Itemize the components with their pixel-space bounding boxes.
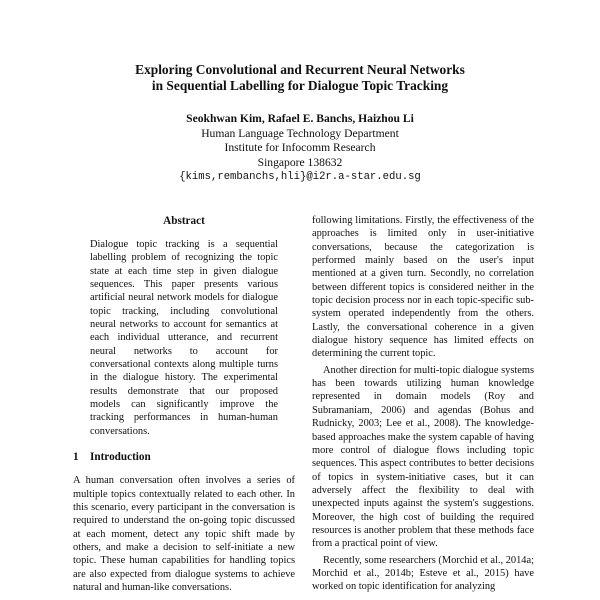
section-number: 1 bbox=[73, 451, 79, 464]
body-paragraph-limitations: following limitations. Firstly, the effectiveness of the approaches is limited only in user-initiative conversations, because the categorization is performed mainly based on the user's input mentioned at a given turn. Secondly, no correlation between different topics is considered neither in the topic decision process nor in each topic-specific sub-system operated independently from the others. Lastly, the conversational coherence in a given dialogue history sequence has limited effects on determining the current topic. bbox=[312, 215, 534, 360]
author-email: {kims,rembanchs,hli}@i2r.a-star.edu.sg bbox=[179, 171, 421, 183]
paper-title bbox=[0, 62, 600, 94]
introduction-paragraph-1: A human conversation often involves a series of multiple topics contextually related to each other. In this scenario, every participant in the conversation is required to understand the on-going topic discussed at each moment, detect any topic shift made by others, and make a decision to self-initiate a new topic. These human capabilities for handling topics are also expected from dialogue systems to achieve natural and human-like conversations. bbox=[73, 475, 295, 593]
title-line-1: Exploring Convolutional and Recurrent Neural Networks bbox=[135, 62, 465, 77]
affiliation-department: Human Language Technology Department bbox=[201, 126, 399, 140]
section-title: Introduction bbox=[90, 451, 151, 464]
title-line-2: in Sequential Labelling for Dialogue Topic Tracking bbox=[151, 78, 449, 93]
affiliation-location: Singapore 138632 bbox=[257, 155, 343, 169]
abstract-heading: Abstract bbox=[163, 215, 205, 227]
body-paragraph-knowledge-based: Another direction for multi-topic dialogue systems has been towards utilizing human knowledge represented in domain models (Roy and Subramaniam, 2006) and agendas (Bohus and Rudnicky, 2003; Lee et al., 2008). The knowledge-based approaches make the system capable of having more control of dialogue flows including topic sequences. This aspect contributes to better decisions of topics in system-initiative cases, but it can adversely affect the flexibility to deal with unexpected inputs against the system's suggestions. Moreover, the high cost of building the required resources is another problem that these methods face from a practical point of view. bbox=[312, 364, 534, 550]
section-heading-introduction bbox=[73, 450, 295, 464]
right-column bbox=[312, 214, 534, 594]
abstract-text: Dialogue topic tracking is a sequential labelling problem of recognizing the topic state at each time step in given dialogue sequences. This paper presents various artificial neural network models for dialogue topic tracking, including convolutional neural networks to account for semantics at each individual utterance, and recurrent neural networks to account for conversational contexts along multiple turns in the dialogue history. The experimental results demonstrate that our proposed models can significantly improve the tracking performances in human-human conversations. bbox=[90, 239, 278, 437]
affiliation-institute: Institute for Infocomm Research bbox=[224, 141, 376, 154]
body-paragraph-recent-work: Recently, some researchers (Morchid et al., 2014a; Morchid et al., 2014b; Esteve et al., 2015) have worked on topic identification for analyzing bbox=[312, 554, 534, 593]
left-column bbox=[73, 214, 295, 594]
author-block bbox=[0, 112, 600, 185]
author-names: Seokhwan Kim, Rafael E. Banchs, Haizhou Li bbox=[186, 112, 414, 125]
